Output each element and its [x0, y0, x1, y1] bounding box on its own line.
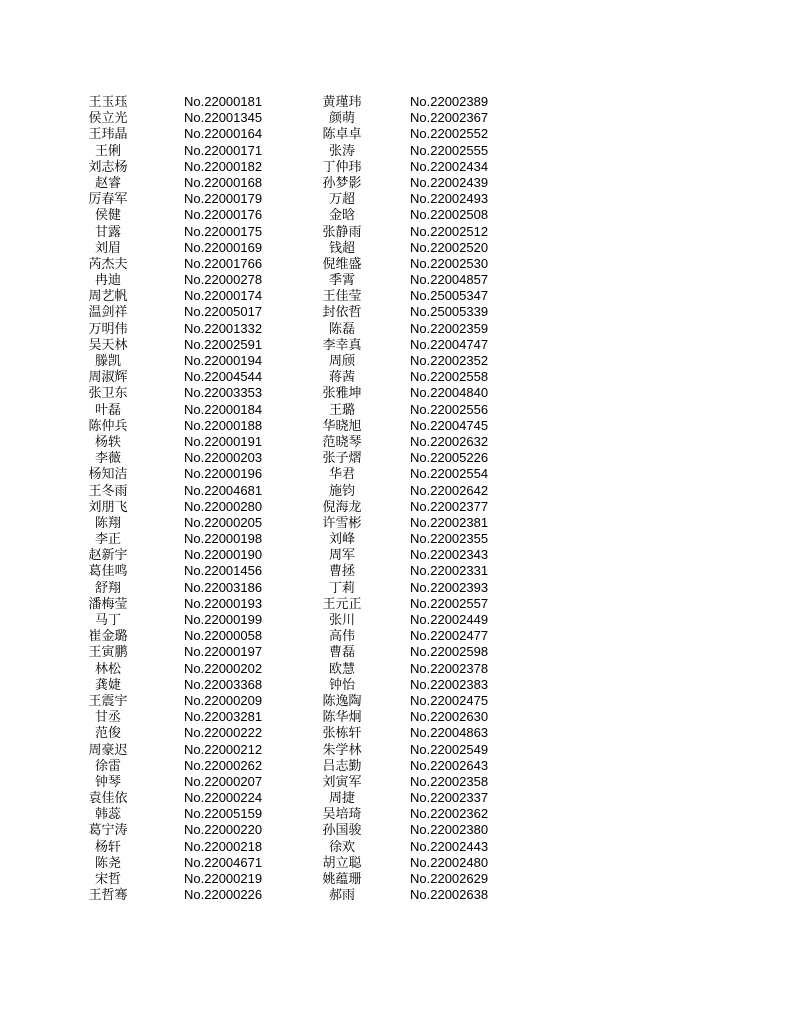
id-cell-right: No.22002359: [410, 320, 489, 336]
name-cell-left: 徐雷: [94, 757, 121, 773]
name-cell-right: 倪维盛: [322, 255, 362, 271]
id-cell-left: No.22003368: [184, 676, 263, 692]
name-cell-right: 刘寅军: [322, 773, 362, 789]
name-cell-left: 侯健: [94, 207, 121, 223]
id-cell-left: No.22000184: [184, 401, 263, 417]
name-cell-left: 侯立光: [88, 110, 128, 126]
id-cell-right: No.22002337: [410, 790, 489, 806]
id-cell-left: No.22000164: [184, 126, 263, 142]
id-cell-left: No.22000262: [184, 757, 263, 773]
id-cell-left: No.22000194: [184, 353, 263, 368]
id-cell-left: No.22001345: [184, 110, 263, 126]
name-cell-right: 吕志勤: [322, 757, 362, 773]
id-cell-left: No.22001332: [184, 320, 263, 336]
id-cell-left: No.22000205: [184, 514, 263, 530]
id-cell-right: No.22002355: [410, 531, 489, 547]
id-cell-right: No.22002557: [410, 595, 489, 611]
name-cell-left: 舒翔: [94, 579, 121, 595]
name-cell-left: 赵新宇: [88, 547, 128, 563]
table-row: [0, 644, 800, 660]
table-row: [0, 515, 800, 531]
table-row: [0, 499, 800, 515]
table-row: [0, 224, 800, 240]
name-cell-right: 曹拯: [328, 563, 355, 579]
name-cell-left: 万明伟: [88, 320, 128, 336]
name-cell-left: 刘朋飞: [88, 498, 128, 514]
table-row: [0, 240, 800, 256]
id-cell-left: No.22000174: [184, 288, 263, 304]
table-row: [0, 742, 800, 758]
name-cell-right: 张栋轩: [322, 725, 362, 741]
id-cell-left: No.22000182: [184, 158, 263, 174]
table-row: [0, 369, 800, 385]
name-cell-left: 陈翔: [94, 514, 121, 530]
table-row: [0, 256, 800, 272]
id-cell-right: No.22002439: [410, 174, 489, 190]
name-cell-right: 张子熠: [322, 450, 362, 466]
name-cell-right: 陈华炯: [322, 709, 362, 725]
id-cell-left: No.22000199: [184, 612, 263, 627]
id-cell-right: No.22004840: [410, 385, 489, 401]
name-cell-right: 金晗: [328, 207, 355, 223]
name-cell-left: 刘眉: [94, 239, 121, 255]
table-row: [0, 126, 800, 142]
name-cell-left: 王寅鹏: [88, 644, 128, 660]
id-cell-right: No.22002477: [410, 628, 489, 644]
table-row: [0, 207, 800, 223]
name-cell-right: 张川: [328, 612, 355, 627]
name-cell-right: 倪海龙: [322, 498, 362, 514]
table-row: [0, 272, 800, 288]
id-cell-left: No.22000176: [184, 207, 263, 223]
name-cell-right: 颜萌: [328, 110, 355, 126]
table-row: [0, 402, 800, 418]
id-cell-left: No.22000198: [184, 531, 263, 547]
name-cell-right: 李幸真: [322, 336, 362, 352]
id-cell-right: No.22002377: [410, 498, 489, 514]
name-cell-right: 张涛: [328, 142, 355, 158]
id-cell-right: No.22002629: [410, 871, 489, 886]
name-cell-right: 许雪彬: [322, 514, 362, 530]
name-cell-left: 周淑辉: [88, 369, 128, 385]
name-cell-right: 刘峰: [328, 531, 355, 547]
id-cell-left: No.22003281: [184, 709, 263, 725]
table-row: [0, 628, 800, 644]
name-cell-left: 王玉珏: [88, 94, 128, 109]
name-cell-right: 蒋茜: [328, 369, 355, 385]
id-cell-left: No.22000193: [184, 595, 263, 611]
name-cell-right: 钱超: [328, 239, 355, 255]
table-row: [0, 385, 800, 401]
id-cell-right: No.22002480: [410, 854, 489, 870]
id-cell-right: No.22004745: [410, 417, 489, 433]
table-row: [0, 871, 800, 887]
name-cell-right: 孙国骏: [322, 822, 362, 838]
name-cell-right: 朱学林: [322, 741, 362, 757]
name-cell-right: 孙梦影: [322, 174, 362, 190]
name-cell-right: 王佳莹: [322, 288, 362, 304]
id-cell-right: No.22002508: [410, 207, 489, 223]
name-cell-left: 马丁: [94, 612, 121, 627]
name-cell-right: 姚蕴珊: [322, 871, 362, 886]
name-cell-left: 王哲骞: [88, 887, 128, 903]
id-cell-right: No.22002449: [410, 612, 489, 627]
name-cell-left: 滕凯: [94, 353, 121, 368]
id-cell-right: No.22002378: [410, 660, 489, 676]
name-cell-left: 葛佳鸣: [88, 563, 128, 579]
name-cell-right: 封依哲: [322, 304, 362, 320]
id-cell-left: No.22000188: [184, 417, 263, 433]
id-cell-left: No.22000190: [184, 547, 263, 563]
id-cell-right: No.22002358: [410, 773, 489, 789]
name-cell-left: 芮杰夫: [88, 255, 128, 271]
name-cell-right: 胡立聪: [322, 854, 362, 870]
table-row: [0, 661, 800, 677]
table-row: [0, 159, 800, 175]
name-cell-right: 周捷: [328, 790, 355, 806]
id-cell-right: No.22002558: [410, 369, 489, 385]
table-row: [0, 790, 800, 806]
name-cell-left: 甘丞: [94, 709, 121, 725]
roster-table: [0, 94, 800, 903]
id-cell-right: No.22002367: [410, 110, 489, 126]
id-cell-left: No.22000280: [184, 498, 263, 514]
id-cell-right: No.22002549: [410, 741, 489, 757]
table-row: [0, 822, 800, 838]
id-cell-right: No.22002552: [410, 126, 489, 142]
name-cell-left: 崔金璐: [88, 628, 128, 644]
name-cell-right: 王元正: [322, 595, 362, 611]
id-cell-left: No.22004544: [184, 369, 263, 385]
id-cell-right: No.22004747: [410, 336, 489, 352]
table-row: [0, 758, 800, 774]
id-cell-right: No.22005226: [410, 450, 489, 466]
name-cell-right: 范晓琴: [322, 433, 362, 449]
id-cell-left: No.22003186: [184, 579, 263, 595]
id-cell-left: No.22001456: [184, 563, 263, 579]
table-row: [0, 709, 800, 725]
id-cell-right: No.22002554: [410, 466, 489, 482]
table-row: [0, 434, 800, 450]
id-cell-right: No.22002512: [410, 223, 489, 239]
name-cell-left: 杨轶: [94, 433, 121, 449]
id-cell-left: No.22000197: [184, 644, 263, 660]
name-cell-left: 葛宁涛: [88, 822, 128, 838]
name-cell-left: 钟琴: [94, 773, 121, 789]
table-row: [0, 110, 800, 126]
id-cell-left: No.22004671: [184, 854, 263, 870]
id-cell-left: No.22000220: [184, 822, 263, 838]
name-cell-left: 李薇: [94, 450, 121, 466]
table-row: [0, 725, 800, 741]
table-row: [0, 143, 800, 159]
name-cell-left: 赵睿: [94, 174, 121, 190]
id-cell-left: No.22002591: [184, 336, 263, 352]
table-row: [0, 806, 800, 822]
name-cell-right: 吴培琦: [322, 806, 362, 822]
name-cell-right: 丁仲玮: [322, 158, 362, 174]
id-cell-left: No.22000175: [184, 223, 263, 239]
id-cell-right: No.22002520: [410, 239, 489, 255]
id-cell-left: No.22000181: [184, 94, 263, 109]
id-cell-left: No.22000218: [184, 838, 263, 854]
name-cell-right: 高伟: [328, 628, 355, 644]
id-cell-right: No.22002362: [410, 806, 489, 822]
id-cell-right: No.22004863: [410, 725, 489, 741]
id-cell-right: No.22002393: [410, 579, 489, 595]
name-cell-right: 华晓旭: [322, 417, 362, 433]
id-cell-right: No.22002598: [410, 644, 489, 660]
id-cell-left: No.22000207: [184, 773, 263, 789]
id-cell-right: No.22002443: [410, 838, 489, 854]
id-cell-right: No.22002493: [410, 191, 489, 207]
id-cell-left: No.22000212: [184, 741, 263, 757]
name-cell-left: 陈仲兵: [88, 417, 128, 433]
table-row: [0, 418, 800, 434]
name-cell-right: 黄瑾玮: [322, 94, 362, 109]
table-row: [0, 531, 800, 547]
name-cell-left: 温剑祥: [88, 304, 128, 320]
id-cell-left: No.22000169: [184, 239, 263, 255]
table-row: [0, 580, 800, 596]
table-row: [0, 337, 800, 353]
id-cell-left: No.22005159: [184, 806, 263, 822]
name-cell-left: 袁佳依: [88, 790, 128, 806]
id-cell-left: No.22000226: [184, 887, 263, 903]
name-cell-right: 钟怡: [328, 676, 355, 692]
name-cell-left: 韩蕊: [94, 806, 121, 822]
table-row: [0, 547, 800, 563]
name-cell-right: 施钧: [328, 482, 355, 498]
id-cell-right: No.22002630: [410, 709, 489, 725]
name-cell-left: 范俊: [94, 725, 121, 741]
table-row: [0, 596, 800, 612]
name-cell-left: 林松: [94, 660, 121, 676]
table-row: [0, 94, 800, 110]
name-cell-right: 周颀: [328, 353, 355, 368]
id-cell-left: No.22000191: [184, 433, 263, 449]
id-cell-right: No.22002352: [410, 353, 489, 368]
name-cell-left: 刘志杨: [88, 158, 128, 174]
name-cell-right: 张雅坤: [322, 385, 362, 401]
table-row: [0, 191, 800, 207]
table-row: [0, 450, 800, 466]
name-cell-left: 宋哲: [94, 871, 121, 886]
id-cell-right: No.22002530: [410, 255, 489, 271]
id-cell-right: No.22002632: [410, 433, 489, 449]
id-cell-left: No.22004681: [184, 482, 263, 498]
id-cell-right: No.22002642: [410, 482, 489, 498]
table-row: [0, 774, 800, 790]
name-cell-left: 叶磊: [94, 401, 121, 417]
name-cell-right: 丁莉: [328, 579, 355, 595]
name-cell-left: 吴天林: [88, 336, 128, 352]
id-cell-left: No.22001766: [184, 255, 263, 271]
name-cell-right: 张静雨: [322, 223, 362, 239]
id-cell-left: No.22000179: [184, 191, 263, 207]
name-cell-left: 王玮晶: [88, 126, 128, 142]
id-cell-left: No.22000058: [184, 628, 263, 644]
name-cell-left: 周艺帆: [88, 288, 128, 304]
id-cell-left: No.22000222: [184, 725, 263, 741]
table-row: [0, 693, 800, 709]
name-cell-right: 曹磊: [328, 644, 355, 660]
id-cell-left: No.22005017: [184, 304, 263, 320]
table-row: [0, 677, 800, 693]
name-cell-right: 欧慧: [328, 660, 355, 676]
id-cell-right: No.22002383: [410, 676, 489, 692]
id-cell-right: No.22002643: [410, 757, 489, 773]
table-row: [0, 466, 800, 482]
id-cell-right: No.22002638: [410, 887, 489, 903]
name-cell-right: 华君: [328, 466, 355, 482]
name-cell-left: 杨知洁: [88, 466, 128, 482]
id-cell-right: No.22002389: [410, 94, 489, 109]
table-row: [0, 321, 800, 337]
id-cell-right: No.22002556: [410, 401, 489, 417]
name-cell-right: 陈磊: [328, 320, 355, 336]
name-cell-right: 郝雨: [328, 887, 355, 903]
id-cell-left: No.22000209: [184, 692, 263, 708]
id-cell-left: No.22000168: [184, 174, 263, 190]
name-cell-left: 王震宇: [88, 692, 128, 708]
name-cell-left: 李正: [94, 531, 121, 547]
table-row: [0, 887, 800, 903]
table-row: [0, 288, 800, 304]
table-row: [0, 175, 800, 191]
id-cell-right: No.22002380: [410, 822, 489, 838]
name-cell-right: 陈卓卓: [322, 126, 362, 142]
table-row: [0, 612, 800, 628]
id-cell-left: No.22000203: [184, 450, 263, 466]
name-cell-left: 冉迪: [94, 272, 121, 288]
name-cell-left: 龚婕: [94, 676, 121, 692]
name-cell-right: 周军: [328, 547, 355, 563]
id-cell-left: No.22000224: [184, 790, 263, 806]
name-cell-right: 徐欢: [328, 838, 355, 854]
table-row: [0, 563, 800, 579]
table-row: [0, 353, 800, 369]
id-cell-right: No.22004857: [410, 272, 489, 288]
name-cell-left: 潘梅莹: [88, 595, 128, 611]
name-cell-right: 季霄: [328, 272, 355, 288]
id-cell-left: No.22000196: [184, 466, 263, 482]
id-cell-right: No.25005339: [410, 304, 489, 320]
id-cell-left: No.22000278: [184, 272, 263, 288]
table-row: [0, 483, 800, 499]
name-cell-left: 杨轩: [94, 838, 121, 854]
name-cell-left: 王冬雨: [88, 482, 128, 498]
name-cell-right: 陈逸陶: [322, 692, 362, 708]
id-cell-right: No.22002555: [410, 142, 489, 158]
id-cell-right: No.22002331: [410, 563, 489, 579]
id-cell-left: No.22000202: [184, 660, 263, 676]
id-cell-left: No.22000171: [184, 142, 263, 158]
name-cell-left: 周豪迟: [88, 741, 128, 757]
table-row: [0, 855, 800, 871]
id-cell-right: No.22002381: [410, 514, 489, 530]
id-cell-left: No.22003353: [184, 385, 263, 401]
name-cell-right: 王璐: [328, 401, 355, 417]
id-cell-right: No.22002343: [410, 547, 489, 563]
id-cell-left: No.22000219: [184, 871, 263, 886]
id-cell-right: No.25005347: [410, 288, 489, 304]
name-cell-left: 厉春军: [88, 191, 128, 207]
table-row: [0, 304, 800, 320]
id-cell-right: No.22002475: [410, 692, 489, 708]
name-cell-left: 张卫东: [88, 385, 128, 401]
id-cell-right: No.22002434: [410, 158, 489, 174]
name-cell-left: 王俐: [94, 142, 121, 158]
name-cell-left: 陈尧: [94, 854, 121, 870]
table-row: [0, 839, 800, 855]
name-cell-left: 甘露: [94, 223, 121, 239]
name-cell-right: 万超: [328, 191, 355, 207]
